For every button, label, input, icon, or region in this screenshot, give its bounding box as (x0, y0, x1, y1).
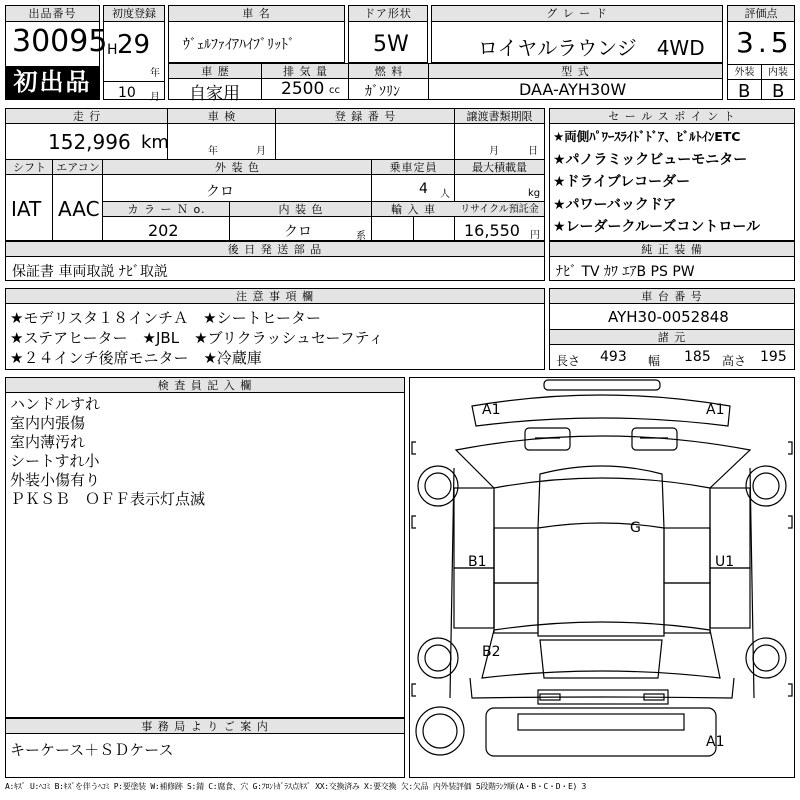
first-listing-badge: 初出品 (6, 66, 99, 99)
length-label: 長さ (556, 354, 581, 368)
model-code-label: 型 式 (429, 64, 722, 79)
first-reg-label: 初度登録 (104, 6, 164, 22)
transfer-month-unit: 月 (489, 146, 499, 157)
notes-list (10, 308, 383, 368)
history-label: 車 歴 (169, 64, 262, 79)
equipment-label: 純 正 装 備 (550, 242, 794, 257)
damage-mark-g: G (630, 520, 641, 536)
sales-points-label: セ ー ル ス ポ イ ン ト (550, 109, 794, 124)
max-load-unit: kg (528, 188, 541, 199)
ac-label: エアコン (53, 160, 103, 175)
ext-score-label: 外装 (728, 65, 762, 80)
notes-box (5, 288, 545, 370)
door-value: 5W (373, 32, 409, 57)
car-diagram-box (409, 377, 795, 778)
lot-number: 30095 (12, 24, 108, 59)
first-reg-year: 29 (117, 30, 151, 60)
car-name-box (168, 5, 345, 63)
legend: A:ｷｽﾞ U:ﾍｺﾐ B:ｷｽﾞを伴うﾍｺﾐ P:要塗装 W:補修跡 S:錆 C:腐食、穴 G:ﾌﾛﾝﾄｶﾞﾗｽ点ｷｽﾞ XX:交換済み X:要交換 欠:欠品 内外装評価 5段階ﾗﾝｸ順(A・B・C・D・E) 3 (5, 782, 587, 791)
ext-color-value: クロ (206, 184, 234, 200)
first-reg-month: 10 (118, 85, 136, 101)
int-score: B (772, 81, 785, 102)
first-registration-box (103, 5, 165, 103)
equipment-box (549, 241, 795, 281)
mileage-unit: km (141, 132, 169, 153)
import-label: 輸 入 車 (372, 202, 455, 217)
chassis-label: 車 台 番 号 (550, 289, 794, 304)
mileage-block (5, 108, 545, 241)
score-label: 評価点 (728, 6, 794, 22)
score-box (727, 5, 795, 100)
sales-point-item: ★ドライブレコーダー (553, 174, 691, 190)
lot-label: 出品番号 (6, 6, 99, 22)
dimensions-label: 諸 元 (550, 330, 794, 345)
damage-mark-b1: B1 (468, 554, 487, 570)
office-box (5, 718, 405, 778)
sales-point-item: ★レーダークルーズコントロール (553, 219, 761, 235)
transfer-day-unit: 日 (528, 146, 538, 157)
note-line: ★ステアヒーター ★JBL ★ブリクラッシュセーフティ (10, 329, 384, 347)
inspector-line: ハンドルすれ (10, 395, 101, 413)
inspector-line: 外装小傷有り (10, 471, 101, 489)
capacity-value: 4 (419, 181, 428, 197)
shift-label: シフト (6, 160, 53, 175)
sales-points-list (553, 126, 760, 239)
chassis-box (549, 288, 795, 370)
ac-value: AAC (58, 197, 100, 221)
car-diagram (410, 378, 794, 777)
damage-mark-u1: U1 (715, 554, 735, 570)
notes-label: 注 意 事 項 欄 (6, 289, 544, 304)
inspector-label: 検 査 員 記 入 欄 (6, 378, 404, 393)
inspector-line: シートすれ小 (10, 452, 100, 470)
capacity-label: 乗車定員 (372, 160, 455, 175)
registration-label: 登 録 番 号 (276, 109, 455, 124)
spec-row-box (168, 63, 723, 104)
sales-points-box (549, 108, 795, 241)
damage-mark-a1-front-right: A1 (706, 402, 725, 418)
damage-mark-a1-front-left: A1 (482, 402, 501, 418)
transfer-label: 譲渡書類期限 (455, 109, 544, 124)
mileage-value: 152,996 (48, 130, 131, 154)
fuel-value: ｶﾞｿﾘﾝ (365, 84, 400, 100)
max-load-label: 最大積載量 (455, 160, 544, 175)
door-box (348, 5, 428, 63)
int-color-label: 内 装 色 (230, 202, 372, 217)
color-no-label: カ ラ ー Ｎ o. (103, 202, 230, 217)
displacement-unit: cc (329, 85, 340, 96)
lot-box (5, 5, 108, 100)
capacity-unit: 人 (440, 189, 450, 200)
height-label: 高さ (722, 354, 747, 368)
inspector-line: 室内薄汚れ (10, 433, 86, 451)
mileage-label: 走 行 (6, 109, 168, 124)
damage-mark-b2: B2 (482, 644, 501, 660)
note-line: ★２４インチ後席モニター ★冷蔵庫 (10, 349, 262, 367)
equipment-value: ﾅﾋﾞ TV ｶﾜ ｴｱB PS PW (556, 264, 695, 280)
int-color-value: クロ (284, 224, 312, 240)
length-value: 493 (600, 349, 627, 365)
grade-box (431, 5, 723, 63)
era: H (107, 42, 118, 58)
displacement-value: 2500 (281, 79, 325, 99)
inspection-label: 車 検 (168, 109, 276, 124)
sales-point-item: ★両側ﾊﾟﾜｰｽﾗｲﾄﾞﾄﾞｱ、ﾋﾞﾙﾄｲﾝETC (553, 129, 741, 144)
recycle-value: 16,550 (464, 221, 520, 240)
fuel-label: 燃 料 (349, 64, 429, 79)
month-unit: 月 (150, 92, 160, 103)
shift-value: IAT (11, 197, 42, 221)
sales-point-item: ★パワーバックドア (553, 196, 677, 213)
later-parts-label: 後 日 発 送 部 品 (6, 242, 544, 257)
recycle-unit: 円 (530, 230, 540, 241)
model-code-value: DAA-AYH30W (519, 80, 627, 99)
int-score-label: 内装 (762, 65, 794, 80)
later-parts-value: 保証書 車両取説 ﾅﾋﾞ取説 (12, 264, 168, 280)
recycle-label: リサイクル預託金 (455, 202, 544, 217)
year-unit: 年 (150, 68, 160, 79)
inspector-line: 室内内張傷 (10, 414, 86, 432)
office-label: 事 務 局 よ り ご 案 内 (6, 719, 404, 734)
inspector-line: ＰＫＳＢ ＯＦＦ表示灯点滅 (10, 490, 206, 508)
ext-score: B (738, 81, 751, 102)
history-value: 自家用 (189, 84, 240, 104)
color-no-value: 202 (148, 221, 179, 240)
inspector-box (5, 377, 405, 718)
sales-point-item: ★パノラミックビューモニター (553, 151, 748, 168)
chassis-value: AYH30-0052848 (608, 308, 729, 326)
car-name-label: 車 名 (169, 6, 344, 22)
car-name: ｳﾞｪﾙﾌｧｲｱﾊｲﾌﾞﾘｯﾄﾞ (183, 37, 295, 53)
width-value: 185 (684, 349, 711, 365)
ext-color-label: 外 装 色 (103, 160, 372, 175)
office-value: キーケース＋ＳＤケース (10, 741, 174, 759)
inspector-list (10, 395, 205, 509)
int-color-unit: 系 (356, 231, 366, 242)
door-label: ドア形状 (349, 6, 427, 22)
inspection-year-unit: 年 (208, 146, 218, 157)
height-value: 195 (760, 349, 787, 365)
width-label: 幅 (648, 354, 661, 368)
later-parts-box (5, 241, 545, 281)
note-line: ★モデリスタ１８インチＡ ★シートヒーター (10, 309, 321, 327)
grade-value: ロイヤルラウンジ 4WD (478, 36, 705, 60)
grade-label: グ レ ー ド (432, 6, 722, 22)
score-value: 3.5 (736, 26, 793, 59)
inspection-month-unit: 月 (256, 146, 266, 157)
displacement-label: 排 気 量 (262, 64, 349, 79)
damage-mark-a1-rear: A1 (706, 734, 725, 750)
